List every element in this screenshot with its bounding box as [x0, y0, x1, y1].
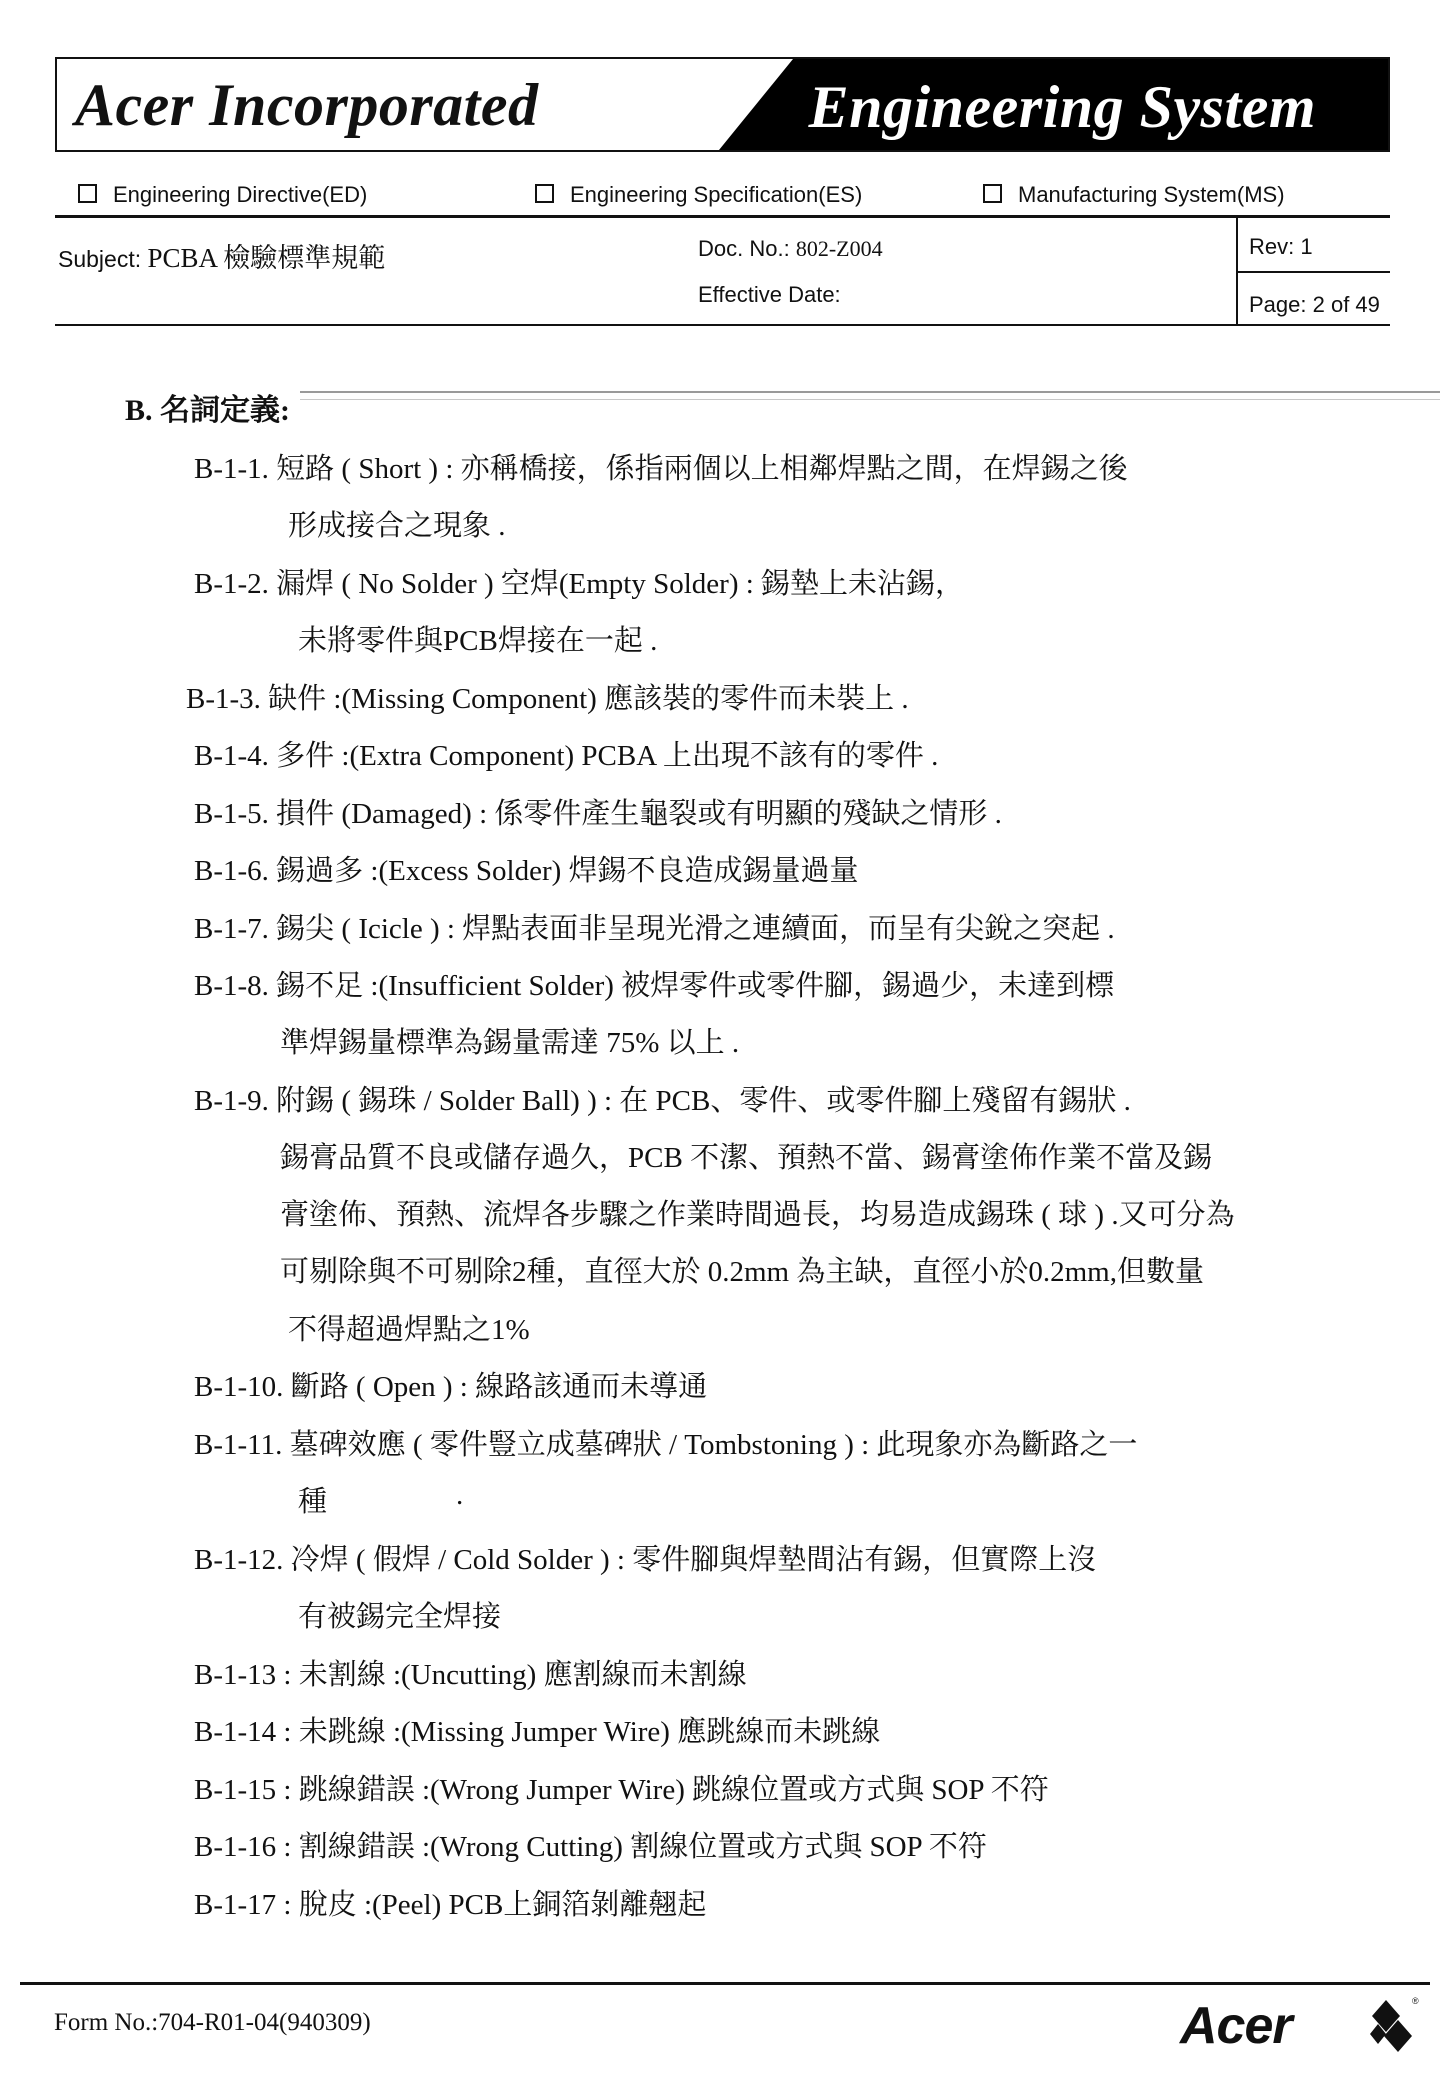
form-number: Form No.:704-R01-04(940309) [54, 2009, 371, 2036]
info-top-rule [55, 215, 1390, 218]
definition-b-1-2-cont: 未將零件與PCB焊接在一起 . [298, 625, 658, 657]
rev-label: Rev: [1249, 234, 1295, 259]
definition-b-1-5: B-1-5. 損件 (Damaged) : 係零件產生龜裂或有明顯的殘缺之情形 . [194, 798, 1002, 830]
definition-b-1-17: B-1-17 : 脫皮 :(Peel) PCB上銅箔剝離翹起 [194, 1889, 707, 1921]
definition-b-1-1-cont: 形成接合之現象 . [288, 510, 506, 542]
page-label: Page: [1249, 292, 1307, 317]
registered-mark: ® [1412, 1996, 1419, 2006]
definition-b-1-8: B-1-8. 錫不足 :(Insufficient Solder) 被焊零件或零件腳，錫過少，未達到標 [194, 970, 1115, 1002]
doc-number [698, 236, 883, 262]
acer-diamond-logo-icon [1366, 1994, 1422, 2058]
definition-b-1-7: B-1-7. 錫尖 ( Icicle ) : 焊點表面非呈現光滑之連續面，而呈有尖銳之突起 . [194, 913, 1115, 945]
definition-b-1-4: B-1-4. 多件 :(Extra Component) PCBA 上出現不該有的零件 . [194, 740, 939, 772]
checkbox-es[interactable] [535, 182, 862, 208]
definition-b-1-11: B-1-11. 墓碑效應 ( 零件豎立成墓碑狀 / Tombstoning ) : 此現象亦為斷路之一 [194, 1429, 1138, 1461]
definition-b-1-8-cont: 準焊錫量標準為錫量需達 75% 以上 . [280, 1027, 740, 1059]
definition-b-1-12-cont: 有被錫完全焊接 [298, 1601, 502, 1633]
subject-label: Subject: [58, 246, 142, 272]
checkbox-square-icon[interactable] [78, 184, 97, 203]
acer-logo-text: Acer [1180, 1997, 1292, 2055]
doc-type-checkboxes [78, 182, 1378, 212]
definition-b-1-12: B-1-12. 冷焊 ( 假焊 / Cold Solder ) : 零件腳與焊墊間沾有錫，但實際上沒 [194, 1544, 1097, 1576]
footer-rule [20, 1982, 1430, 1985]
subject [58, 236, 385, 275]
info-bottom-rule [55, 324, 1390, 326]
definition-b-1-1: B-1-1. 短路 ( Short ) : 亦稱橋接，係指兩個以上相鄰焊點之間，在焊錫之後 [194, 453, 1128, 485]
revision [1249, 234, 1313, 260]
definition-b-1-16: B-1-16 : 割線錯誤 :(Wrong Cutting) 割線位置或方式與 SOP 不符 [194, 1831, 987, 1863]
definition-b-1-13: B-1-13 : 未割線 :(Uncutting) 應割線而未割線 [194, 1659, 747, 1691]
rev-page-divider [1236, 271, 1390, 273]
doc-number-label: Doc. No.: [698, 236, 790, 261]
definition-b-1-11-period: . [456, 1479, 464, 1511]
doc-number-value: 802-Z004 [795, 236, 883, 261]
checkbox-square-icon[interactable] [535, 184, 554, 203]
definition-b-1-9-cont-1: 錫膏品質不良或儲存過久，PCB 不潔、預熱不當、錫膏塗佈作業不當及錫 [280, 1142, 1213, 1174]
page-number [1249, 292, 1380, 318]
checkbox-ed-label: Engineering Directive(ED) [113, 182, 368, 207]
checkbox-square-icon[interactable] [983, 184, 1002, 203]
definition-b-1-9-cont-3: 可剔除與不可剔除2種，直徑大於 0.2mm 為主缺，直徑小於0.2mm,但數量 [280, 1256, 1204, 1288]
checkbox-ms-label: Manufacturing System(MS) [1018, 182, 1285, 207]
checkbox-ms[interactable] [983, 182, 1285, 208]
definition-b-1-9-cont-4: 不得超過焊點之1% [288, 1314, 530, 1346]
system-name: Engineering System [808, 74, 1316, 140]
definition-b-1-6: B-1-6. 錫過多 :(Excess Solder) 焊錫不良造成錫量過量 [194, 855, 859, 887]
subject-value: PCBA 檢驗標準規範 [147, 243, 386, 273]
definition-b-1-9-cont-2: 膏塗佈、預熱、流焊各步驟之作業時間過長，均易造成錫珠 ( 球 ) .又可分為 [280, 1199, 1235, 1231]
definition-b-1-11-cont: 種 [298, 1486, 328, 1518]
checkbox-ed[interactable] [78, 182, 367, 208]
definition-b-1-14: B-1-14 : 未跳線 :(Missing Jumper Wire) 應跳線而未跳線 [194, 1716, 881, 1748]
definition-b-1-2: B-1-2. 漏焊 ( No Solder ) 空焊(Empty Solder) : 錫墊上未沾錫， [194, 568, 965, 600]
rev-value: 1 [1300, 234, 1313, 259]
effective-date-label: Effective Date: [698, 282, 841, 307]
header-banner [55, 57, 1390, 152]
definition-b-1-10: B-1-10. 斷路 ( Open ) : 線路該通而未導通 [194, 1371, 708, 1403]
definition-b-1-9: B-1-9. 附錫 ( 錫珠 / Solder Ball) ) : 在 PCB、零件、或零件腳上殘留有錫狀 . [194, 1085, 1131, 1117]
section-title: B. 名詞定義: [125, 394, 290, 427]
section-rule-thin [300, 399, 1440, 400]
section-rule [300, 391, 1440, 393]
definition-b-1-15: B-1-15 : 跳線錯誤 :(Wrong Jumper Wire) 跳線位置或方式與 SOP 不符 [194, 1774, 1049, 1806]
company-name: Acer Incorporated [75, 72, 539, 138]
page-value: 2 of 49 [1312, 292, 1380, 317]
definition-b-1-3: B-1-3. 缺件 :(Missing Component) 應該裝的零件而未裝上 . [186, 683, 909, 715]
checkbox-es-label: Engineering Specification(ES) [570, 182, 863, 207]
